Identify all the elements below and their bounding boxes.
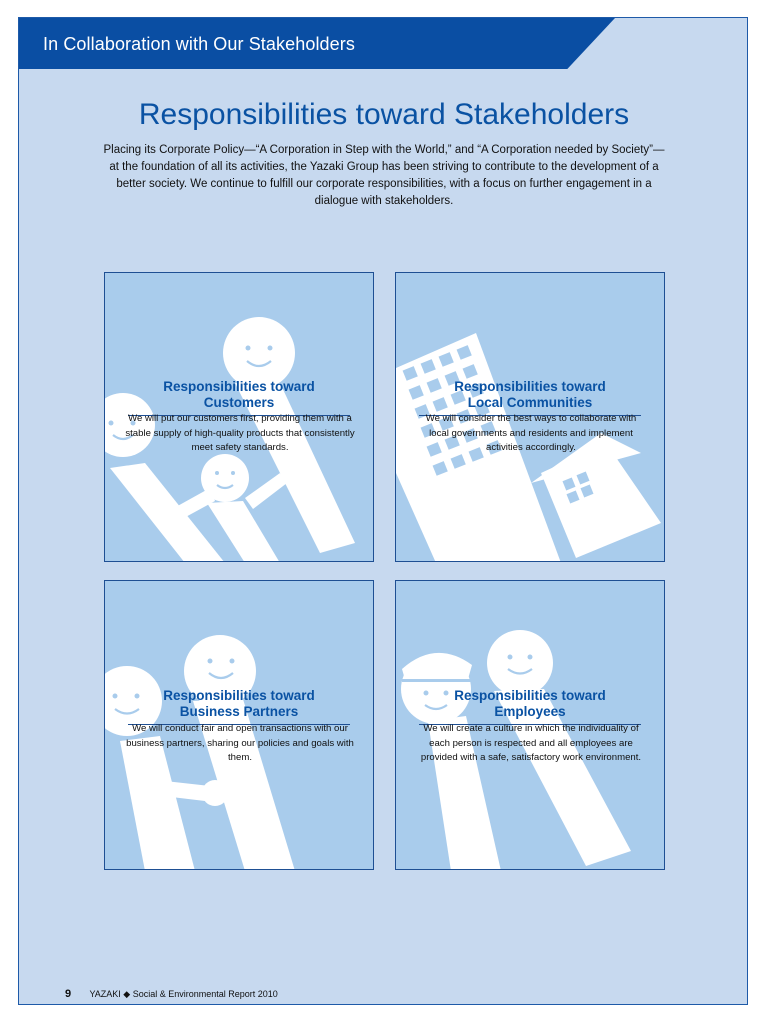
card-business-partners-text: We will conduct fair and open transactions with our business partners, sharing our policies and goals with them. [126, 723, 354, 764]
report-page [18, 17, 748, 1005]
card-local-communities-title-line2: Local Communities [467, 395, 593, 410]
card-local-communities [395, 272, 665, 562]
page-footer [65, 988, 278, 1000]
card-employees-text: We will create a culture in which the individuality of each person is respected and all employees are provided with a safe, satisfactory work environment. [420, 723, 642, 764]
publication-name: YAZAKI ◆ Social & Environmental Report 2010 [89, 989, 278, 999]
card-customers [104, 272, 374, 562]
card-employees-title [396, 688, 664, 725]
card-employees-title-line1: Responsibilities toward [454, 688, 606, 703]
card-employees-title-line2: Employees [494, 704, 566, 719]
card-customers-text: We will put our customers first, providing them with a stable supply of high-quality products that consistently meet safety standards. [125, 413, 355, 454]
card-local-communities-title-line1: Responsibilities toward [454, 379, 606, 394]
card-local-communities-text: We will consider the best ways to collaborate with local governments and residents and implement activities accordingly. [425, 413, 637, 454]
card-employees [395, 580, 665, 870]
card-business-partners-title-line1: Responsibilities toward [163, 688, 315, 703]
card-customers-title [105, 379, 373, 416]
intro-paragraph: Placing its Corporate Policy—“A Corporation in Step with the World,” and “A Corporation needed by Society”—at the foundation of all its activities, the Yazaki Group has been striving to contribute to the development of a better society. We continue to fulfill our corporate responsibilities, with a focus on further engagement in a dialogue with stakeholders. [103, 144, 665, 207]
card-customers-title-line1: Responsibilities toward [163, 379, 315, 394]
page-title: Responsibilities toward Stakeholders [138, 98, 630, 131]
page-number: 9 [65, 988, 72, 1000]
card-business-partners [104, 580, 374, 870]
card-customers-title-line2: Customers [203, 395, 275, 410]
card-business-partners-title [105, 688, 373, 725]
card-local-communities-title [396, 379, 664, 416]
card-business-partners-title-line2: Business Partners [179, 704, 299, 719]
section-banner-title: In Collaboration with Our Stakeholders [43, 34, 355, 54]
